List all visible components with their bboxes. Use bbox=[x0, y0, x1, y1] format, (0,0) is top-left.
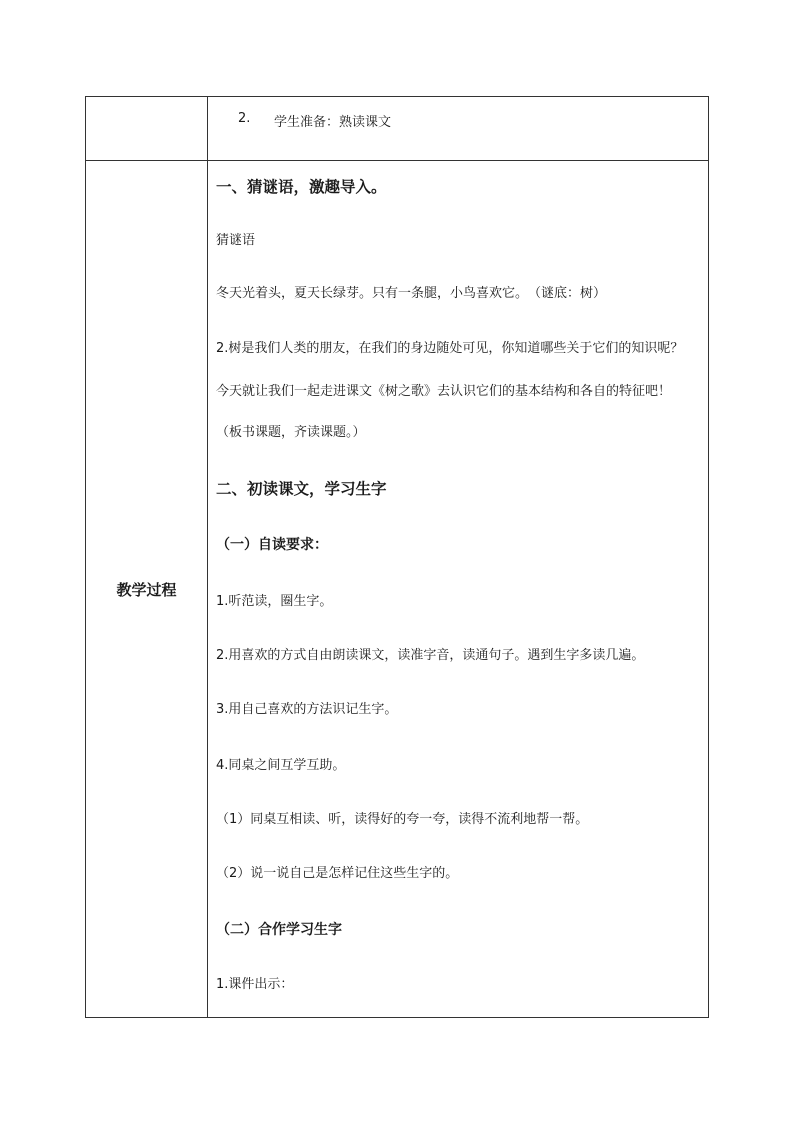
lesson-plan-table bbox=[85, 96, 709, 1018]
heading-first-reading: 二、初读课文，学习生字 bbox=[216, 480, 387, 498]
process-row bbox=[86, 161, 709, 1018]
heading-guess-riddle: 一、猜谜语，激趣导入。 bbox=[216, 178, 387, 196]
process-label: 教学过程 bbox=[116, 580, 177, 599]
process-content-cell bbox=[208, 161, 709, 1018]
prep-content-cell bbox=[208, 97, 709, 161]
subheading-cooperative-learning: （二）合作学习生字 bbox=[216, 922, 342, 938]
prep-item-text: 学生准备：熟读课文 bbox=[274, 115, 392, 130]
subheading-self-reading: （一）自读要求： bbox=[216, 537, 328, 553]
paragraph-board-title: （板书课题，齐读课题。） bbox=[216, 425, 366, 440]
riddle-label: 猜谜语 bbox=[216, 233, 256, 248]
list-item-1: 1.听范读，圈生字。 bbox=[216, 594, 333, 609]
prep-item-number: 2. bbox=[238, 111, 251, 126]
list-item-4a: （1）同桌互相读、听，读得好的夸一夸，读得不流利地帮一帮。 bbox=[216, 812, 589, 827]
prep-label-cell bbox=[86, 97, 208, 161]
paragraph-tree-friend: 2.树是我们人类的朋友，在我们的身边随处可见，你知道哪些关于它们的知识呢？ bbox=[216, 341, 684, 356]
riddle-text: 冬天光着头，夏天长绿芽。只有一条腿，小鸟喜欢它。 （谜底：树） bbox=[216, 286, 607, 301]
paragraph-lesson-intro: 今天就让我们一起走进课文《树之歌》去认识它们的基本结构和各自的特征吧！ bbox=[216, 384, 672, 399]
prep-item bbox=[238, 111, 708, 130]
list-item-3: 3.用自己喜欢的方法识记生字。 bbox=[216, 702, 398, 717]
prep-row bbox=[86, 97, 709, 161]
list-item-4b: （2）说一说自己是怎样记住这些生字的。 bbox=[216, 866, 459, 881]
process-label-cell bbox=[86, 161, 208, 1018]
list-item-2: 2.用喜欢的方式自由朗读课文，读准字音，读通句子。遇到生字多读几遍。 bbox=[216, 648, 645, 663]
list-item-4: 4.同桌之间互学互助。 bbox=[216, 758, 346, 773]
list-item-5: 1.课件出示： bbox=[216, 977, 294, 992]
